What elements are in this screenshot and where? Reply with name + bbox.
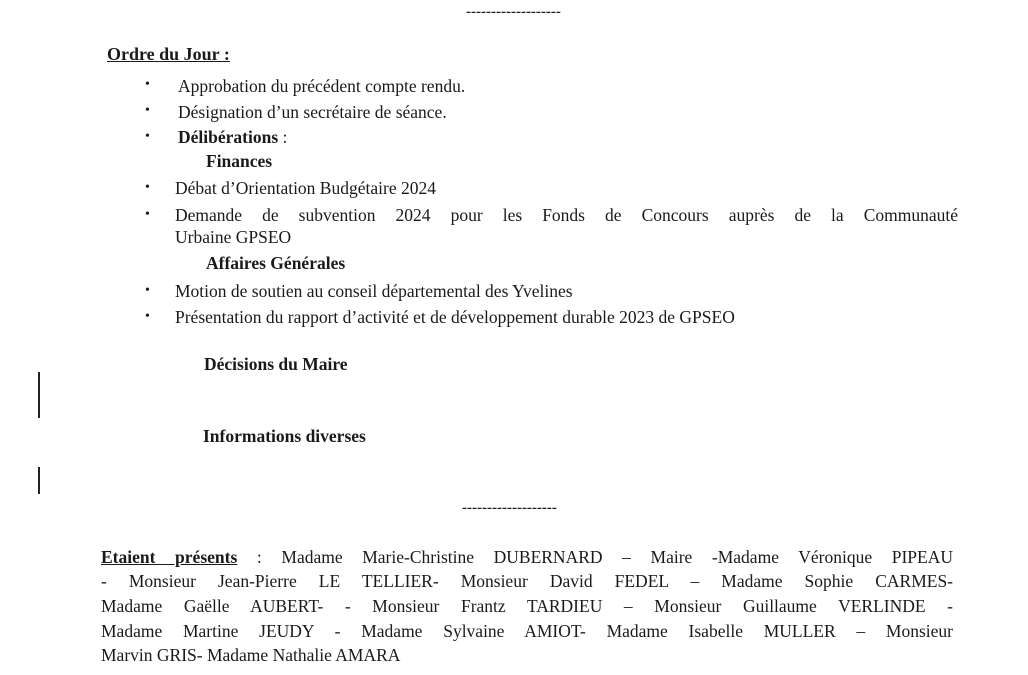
agenda-item-motion: Motion de soutien au conseil départemental des Yvelines bbox=[175, 281, 573, 301]
bullet-icon: • bbox=[145, 207, 150, 222]
bullet-icon: • bbox=[145, 77, 150, 92]
deliberations-label: Délibérations bbox=[178, 127, 279, 147]
finances-title: Finances bbox=[206, 151, 273, 171]
decisions-title: Décisions du Maire bbox=[204, 354, 348, 374]
separator-top: ------------------- bbox=[466, 4, 561, 20]
presents-line-2: - Monsieur Jean-Pierre LE TELLIER- Monsieur David FEDEL – Madame Sophie CARMES- bbox=[101, 571, 953, 591]
agenda-item-rapport: Présentation du rapport d’activité et de développement durable 2023 de GPSEO bbox=[175, 307, 735, 327]
bullet-icon: • bbox=[145, 309, 150, 324]
bullet-icon: • bbox=[145, 129, 150, 144]
presents-label: Etaient présents bbox=[101, 547, 238, 567]
bullet-icon: • bbox=[145, 180, 150, 195]
agenda-item-deliberations bbox=[178, 127, 287, 148]
presents-line-3: Madame Gaëlle AUBERT- - Monsieur Frantz TARDIEU – Monsieur Guillaume VERLINDE - bbox=[101, 596, 953, 616]
presents-text: : Madame Marie-Christine DUBERNARD – Maire -Madame Véronique PIPEAU bbox=[237, 547, 954, 567]
presents-line-4: Madame Martine JEUDY - Madame Sylvaine AMIOT- Madame Isabelle MULLER – Monsieur bbox=[101, 621, 953, 641]
agenda-item-approbation: Approbation du précédent compte rendu. bbox=[178, 76, 466, 96]
margin-bar bbox=[38, 372, 40, 418]
margin-bar bbox=[38, 467, 40, 494]
affaires-title: Affaires Générales bbox=[206, 253, 346, 273]
agenda-heading: Ordre du Jour : bbox=[107, 44, 230, 64]
presents-line-5: Marvin GRIS- Madame Nathalie AMARA bbox=[101, 645, 401, 665]
agenda-item-designation: Désignation d’un secrétaire de séance. bbox=[178, 102, 447, 122]
presents-line-1 bbox=[101, 547, 953, 568]
bullet-icon: • bbox=[145, 103, 150, 118]
informations-title: Informations diverses bbox=[203, 426, 366, 446]
agenda-item-subvention: Demande de subvention 2024 pour les Fonds de Concours auprès de la Communauté bbox=[175, 205, 958, 225]
agenda-item-debat: Débat d’Orientation Budgétaire 2024 bbox=[175, 178, 436, 198]
bullet-icon: • bbox=[145, 283, 150, 298]
deliberations-suffix: : bbox=[278, 127, 288, 147]
separator-bottom: ------------------- bbox=[462, 500, 557, 516]
agenda-item-subvention-cont: Urbaine GPSEO bbox=[175, 227, 292, 247]
